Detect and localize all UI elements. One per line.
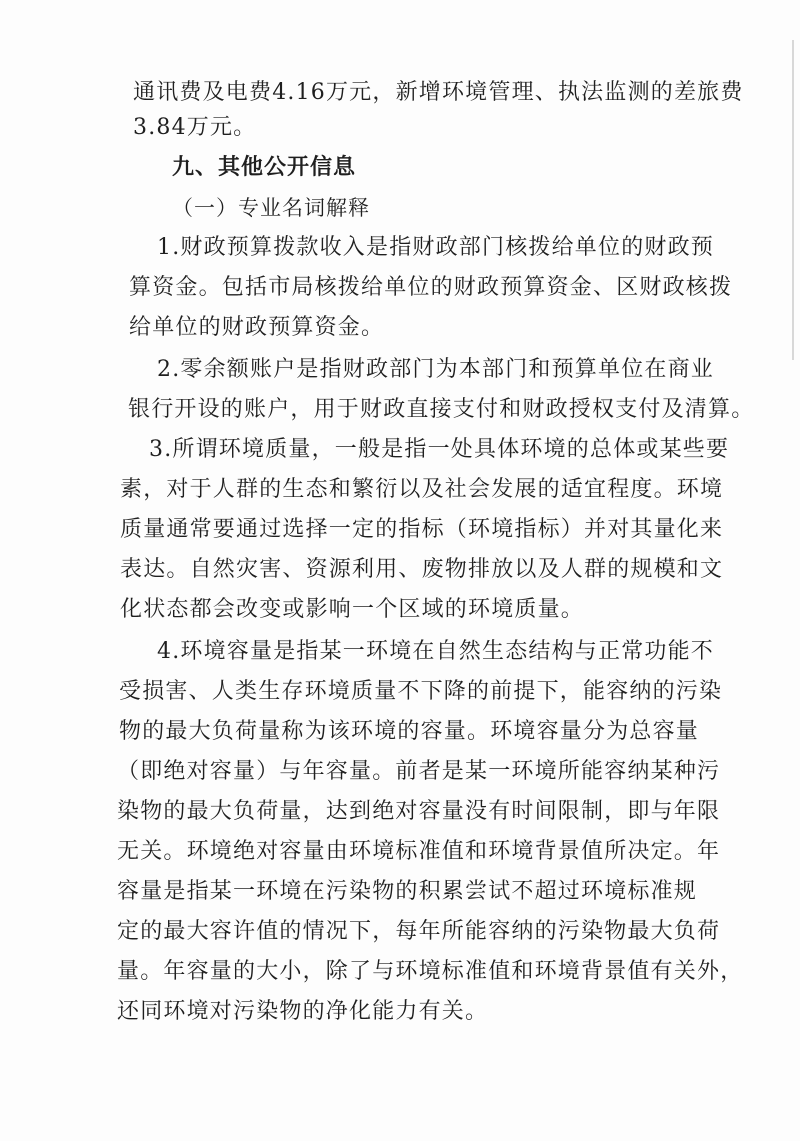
- paragraph-3-line: 质量通常要通过选择一定的指标（环境指标）并对其量化来: [120, 517, 724, 542]
- paragraph-4-line: 量。年容量的大小，除了与环境标准值和环境背景值有关外，: [117, 959, 744, 984]
- paragraph-1-line: 算资金。包括市局核拨给单位的财政预算资金、区财政核拨: [129, 275, 733, 300]
- paragraph-4-line: 物的最大负荷量称为该环境的容量。环境容量分为总容量: [119, 719, 700, 744]
- paragraph-4-line: 容量是指某一环境在污染物的积累尝试不超过环境标准规: [117, 879, 698, 904]
- scan-edge-mark: [792, 40, 794, 360]
- paragraph-4-line: 还同环境对污染物的净化能力有关。: [117, 999, 489, 1024]
- paragraph-3-line: 素，对于人群的生态和繁衍以及社会发展的适宜程度。环境: [120, 477, 724, 502]
- paragraph-3-line: 化状态都会改变或影响一个区域的环境质量。: [120, 597, 585, 622]
- paragraph-3-line: 3.所谓环境质量，一般是指一处具体环境的总体或某些要: [149, 437, 730, 462]
- paragraph-4-line: 无关。环境绝对容量由环境标准值和环境背景值所决定。年: [117, 839, 721, 864]
- paragraph-1-line: 给单位的财政预算资金。: [129, 315, 385, 340]
- paragraph-1-line: 1.财政预算拨款收入是指财政部门核拨给单位的财政预: [157, 235, 714, 260]
- subsection-heading: （一）专业名词解释: [172, 196, 370, 220]
- section-heading: 九、其他公开信息: [172, 155, 357, 180]
- paragraph-3-line: 表达。自然灾害、资源利用、废物排放以及人群的规模和文: [120, 557, 724, 582]
- text-line: 3.84万元。: [133, 115, 257, 140]
- paragraph-4-line: （即绝对容量）与年容量。前者是某一环境所能容纳某种污: [117, 759, 721, 784]
- paragraph-2-line: 银行开设的账户，用于财政直接支付和财政授权支付及清算。: [128, 397, 755, 422]
- paragraph-4-line: 染物的最大负荷量，达到绝对容量没有时间限制，即与年限: [117, 799, 721, 824]
- paragraph-4-line: 定的最大容许值的情况下，每年所能容纳的污染物最大负荷: [117, 919, 721, 944]
- paragraph-2-line: 2.零余额账户是指财政部门为本部门和预算单位在商业: [157, 357, 714, 382]
- text-line: 通讯费及电费4.16万元，新增环境管理、执法监测的差旅费: [133, 80, 744, 105]
- paragraph-4-line: 4.环境容量是指某一环境在自然生态结构与正常功能不: [157, 639, 714, 664]
- paragraph-4-line: 受损害、人类生存环境质量不下降的前提下，能容纳的污染: [119, 679, 723, 704]
